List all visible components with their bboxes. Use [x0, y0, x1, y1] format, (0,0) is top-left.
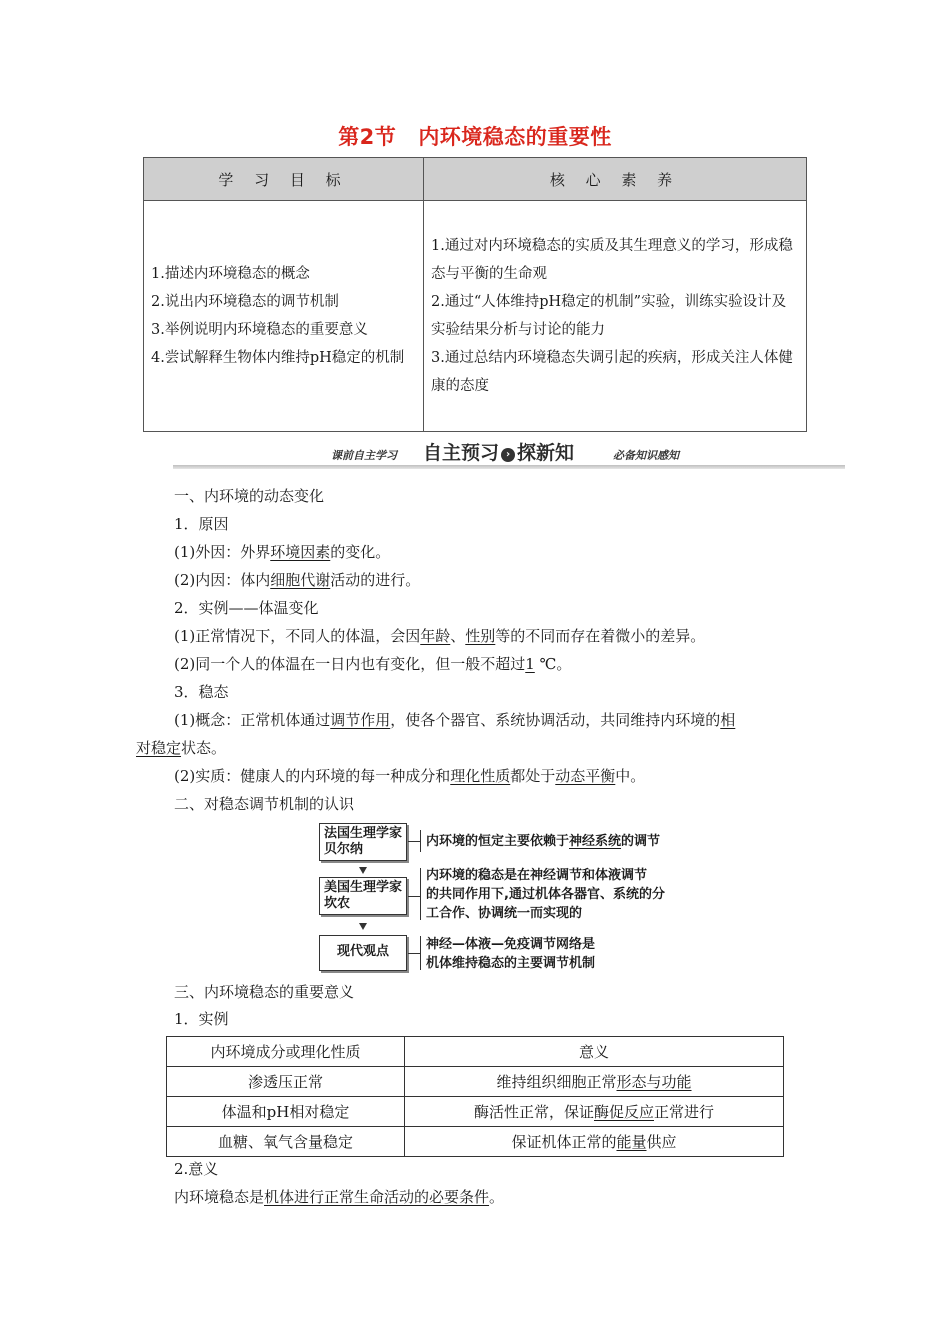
learning-goals-cell: [144, 201, 424, 432]
concept-line-cont: 对稳定状态。: [136, 739, 227, 757]
literacy-item: 2.通过“人体维持pH稳定的机制”实验，训练实验设计及实验结果分析与讨论的能力: [431, 294, 787, 338]
connector: [408, 953, 420, 954]
section2-heading: 二、对稳态调节机制的认识: [174, 795, 355, 813]
table-cell: 酶活性正常，保证酶促反应正常进行: [405, 1097, 784, 1127]
banner-left-label: 课前自主学习: [331, 449, 397, 462]
banner-title-b: 探新知: [517, 442, 575, 464]
core-literacy-cell: [424, 201, 807, 432]
table-cell: 血糖、氧气含量稳定: [167, 1127, 405, 1157]
bracket: [420, 830, 421, 852]
homeostasis-heading: 3．稳态: [174, 683, 229, 701]
objective-item: 1.描述内环境稳态的概念: [151, 266, 310, 282]
box-modern-view: 现代观点: [319, 935, 407, 971]
table-row: [167, 1127, 784, 1157]
literacy-item: 3.通过总结内环境稳态失调引起的疾病，形成关注人体健康的态度: [431, 350, 793, 394]
table-cell: 体温和pH相对稳定: [167, 1097, 405, 1127]
significance-heading: 2.意义: [174, 1160, 219, 1178]
section-banner: [173, 438, 845, 474]
essence-line: (2)实质：健康人的内环境的每一种成分和理化性质都处于动态平衡中。: [174, 767, 646, 785]
arrow-down-icon: [359, 867, 367, 874]
examples-heading: 1．实例: [174, 1010, 229, 1028]
internal-cause: (2)内因：体内细胞代谢活动的进行。: [174, 571, 421, 589]
box-bernard: 法国生理学家贝尔纳: [319, 823, 407, 861]
banner-right-label: 必备知识感知: [613, 449, 679, 462]
header-learning-goals: 学 习 目 标: [144, 158, 424, 201]
table-cell: 渗透压正常: [167, 1067, 405, 1097]
concept-line: (1)概念：正常机体通过调节作用，使各个器官、系统协调活动，共同维持内环境的相: [174, 711, 736, 729]
table-row: [167, 1067, 784, 1097]
page-title: [0, 121, 950, 151]
external-cause: (1)外因：外界环境因素的变化。: [174, 543, 391, 561]
bernard-desc: 内环境的恒定主要依赖于神经系统的调节: [426, 834, 661, 849]
box-cannon: 美国生理学家坎农: [319, 877, 407, 915]
section3-heading: 三、内环境稳态的重要意义: [174, 983, 355, 1001]
objective-item: 4.尝试解释生物体内维持pH稳定的机制: [151, 350, 405, 366]
objective-item: 3.举例说明内环境稳态的重要意义: [151, 322, 368, 338]
section1-heading: 一、内环境的动态变化: [174, 487, 325, 505]
bracket: [420, 868, 421, 920]
header-core-literacy: 核 心 素 养: [424, 158, 807, 201]
table-header: 内环境成分或理化性质: [167, 1037, 405, 1067]
significance-line: 内环境稳态是机体进行正常生命活动的必要条件。: [174, 1188, 505, 1206]
banner-title-a: 自主预习: [423, 442, 500, 464]
arrow-down-icon: [359, 923, 367, 930]
modern-view-desc: 神经—体液—免疫调节网络是 机体维持稳态的主要调节机制: [426, 937, 596, 971]
banner-rule: [173, 465, 845, 469]
table-header: 意义: [405, 1037, 784, 1067]
table-row: [167, 1097, 784, 1127]
table-cell: 维持组织细胞正常形态与功能: [405, 1067, 784, 1097]
cannon-desc: 内环境的稳态是在神经调节和体液调节 的共同作用下,通过机体各器官、系统的分 工合作、协调统一而实现的: [426, 868, 665, 921]
connector: [408, 841, 420, 842]
goals-table: [143, 157, 807, 432]
arrow-right-icon: ›: [501, 448, 515, 462]
example-heading: 2．实例——体温变化: [174, 599, 319, 617]
table-cell: 保证机体正常的能量供应: [405, 1127, 784, 1157]
objective-item: 2.说出内环境稳态的调节机制: [151, 294, 339, 310]
temperature-diff: (1)正常情况下，不同人的体温，会因年龄、性别等的不同而存在着微小的差异。: [174, 627, 706, 645]
cause-heading: 1．原因: [174, 515, 229, 533]
literacy-item: 1.通过对内环境稳态的实质及其生理意义的学习，形成稳态与平衡的生命观: [431, 238, 793, 282]
section-name: 内环境稳态的重要性: [418, 125, 612, 149]
temperature-daily: (2)同一个人的体温在一日内也有变化，但一般不超过1 ℃。: [174, 655, 572, 673]
table-header-row: [167, 1037, 784, 1067]
bracket: [420, 936, 421, 970]
significance-table: [166, 1036, 784, 1157]
section-number: 第2节: [338, 125, 397, 149]
banner-title: [423, 438, 574, 465]
connector: [408, 896, 420, 897]
